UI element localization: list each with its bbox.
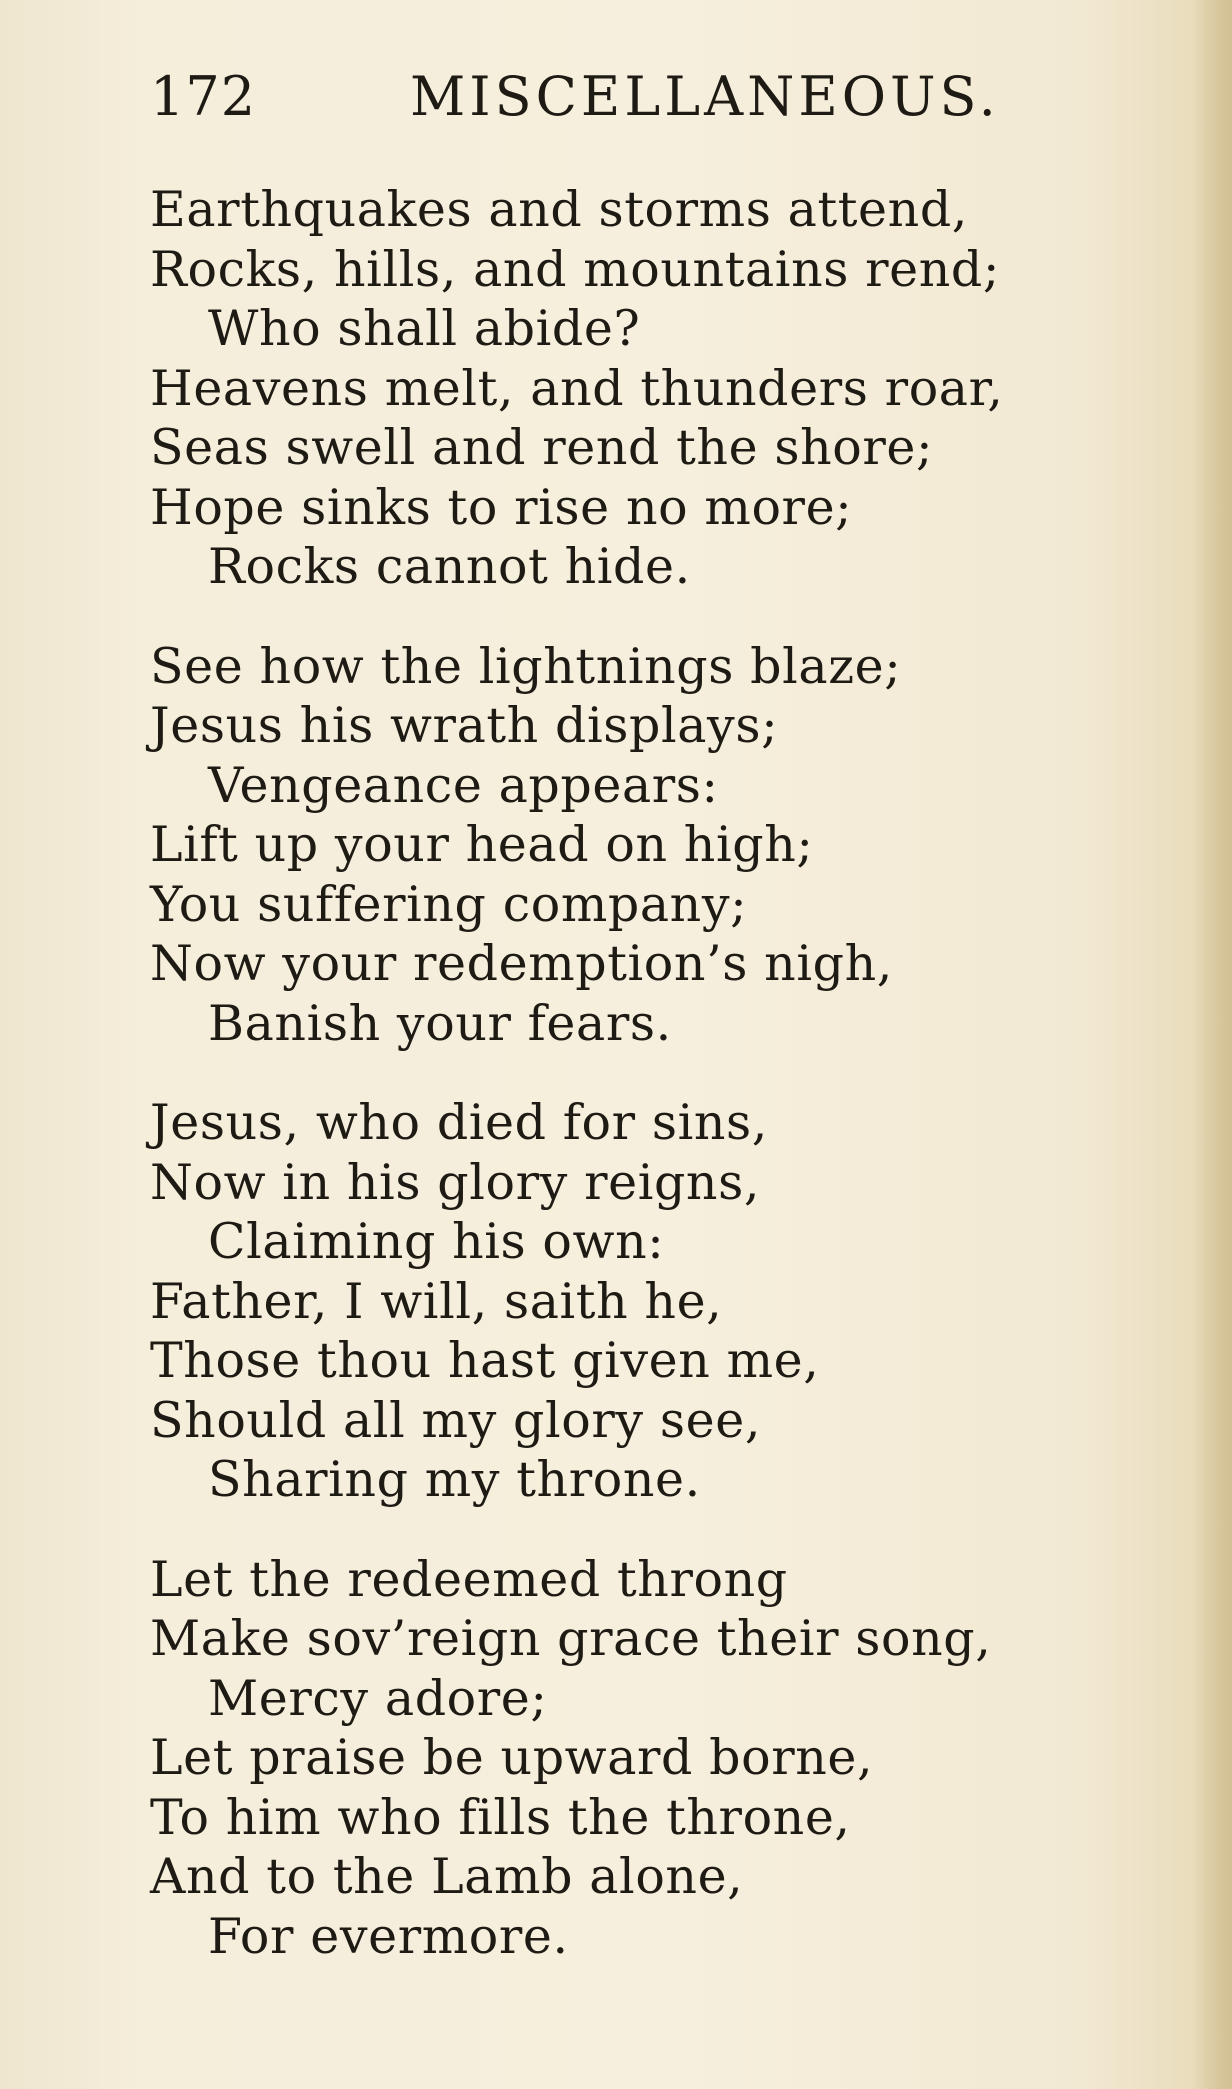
running-head: MISCELLANEOUS. <box>410 65 1000 128</box>
verse-line: Let the redeemed throng <box>150 1550 788 1608</box>
verse-line-indented: For evermore. <box>208 1907 569 1965</box>
verse-line: Should all my glory see, <box>150 1391 761 1449</box>
verse-line: Jesus, who died for sins, <box>150 1094 768 1151</box>
verse-line: Make sov’reign grace their song, <box>150 1610 992 1667</box>
stanza-4 <box>150 1550 1030 1967</box>
verse-line-indented: Claiming his own: <box>208 1213 665 1270</box>
verse-line-indented: Banish your fears. <box>208 994 672 1052</box>
verse-line: Now in his glory reigns, <box>150 1153 761 1211</box>
stanza-3 <box>150 1093 1030 1510</box>
verse-line-indented: Rocks cannot hide. <box>208 538 691 595</box>
verse-line: See how the lightnings blaze; <box>150 637 902 695</box>
verse-line: Now your redemption’s nigh, <box>150 935 893 992</box>
verse-line-indented: Vengeance appears: <box>208 756 719 814</box>
verse-line: Heavens melt, and thunders roar, <box>150 359 1004 417</box>
verse-line-indented: Sharing my throne. <box>208 1451 701 1508</box>
verse-line-indented: Who shall abide? <box>208 300 641 357</box>
verse-line: Let praise be upward borne, <box>150 1729 874 1786</box>
verse-line: Lift up your head on high; <box>150 816 814 873</box>
verse-line: To him who fills the throne, <box>150 1788 851 1846</box>
verse-line: Father, I will, saith he, <box>150 1272 723 1330</box>
verse-line: And to the Lamb alone, <box>150 1848 744 1905</box>
page-edge-shading <box>1192 0 1232 2089</box>
stanza-1 <box>150 180 1030 597</box>
verse-line: Earthquakes and storms attend, <box>150 181 968 238</box>
verse-line: Jesus his wrath displays; <box>150 697 779 754</box>
page-number: 172 <box>150 65 257 128</box>
page-header <box>150 62 1000 132</box>
verse-line: Rocks, hills, and mountains rend; <box>150 240 1001 298</box>
verse-line: Hope sinks to rise no more; <box>150 478 853 536</box>
verse-line-indented: Mercy adore; <box>208 1669 548 1727</box>
stanza-2 <box>150 637 1030 1054</box>
hymn-text <box>150 180 1030 2006</box>
verse-line: Those thou hast given me, <box>150 1332 820 1389</box>
verse-line: You suffering company; <box>150 875 748 933</box>
verse-line: Seas swell and rend the shore; <box>150 419 934 476</box>
